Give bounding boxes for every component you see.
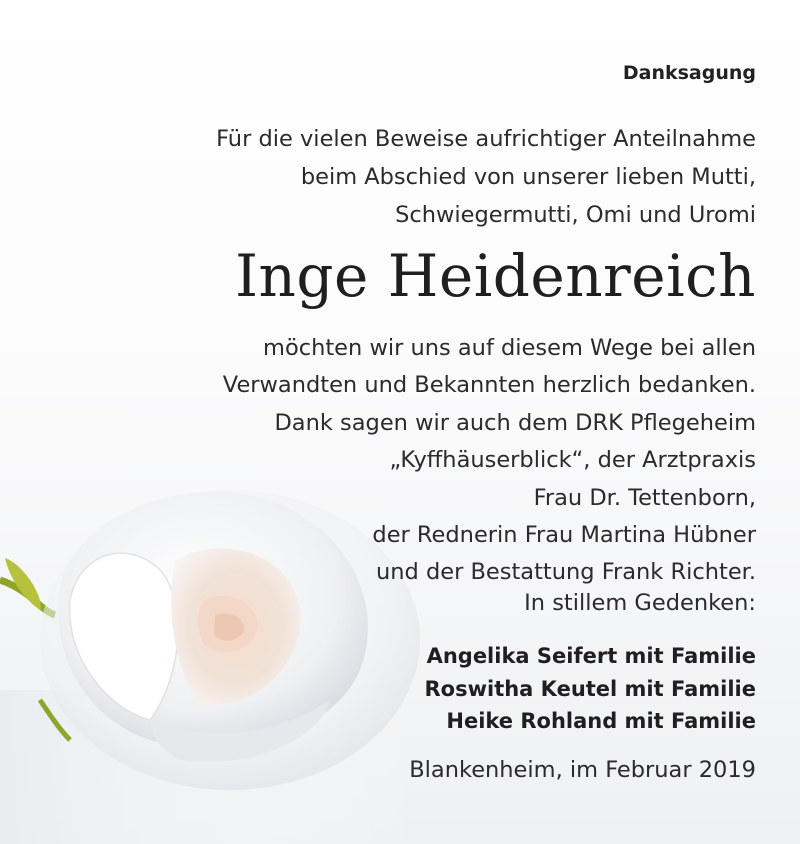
intro-line: Für die vielen Beweise aufrichtiger Anteilnahme [216, 126, 756, 152]
thanks-line: Dank sagen wir auch dem DRK Pflegeheim [274, 409, 756, 436]
thanks-paragraph [223, 330, 756, 592]
notice-heading: Danksagung [622, 62, 756, 84]
thanks-line: „Kyffhäuserblick“, der Arztpraxis [389, 447, 756, 474]
intro-paragraph [216, 120, 756, 234]
thanks-line: der Rednerin Frau Martina Hübner [372, 522, 756, 549]
family-name: Roswitha Keutel mit Familie [424, 676, 756, 701]
family-name: Heike Rohland mit Familie [446, 709, 756, 733]
thanks-line: Frau Dr. Tettenborn, [533, 484, 756, 511]
family-name: Angelika Seifert mit Familie [426, 644, 756, 668]
thanks-line: und der Bestattung Frank Richter. [376, 559, 756, 586]
thanks-line: möchten wir uns auf diesem Wege bei allen [263, 335, 756, 361]
memory-phrase: In stillem Gedenken: [524, 590, 756, 616]
deceased-name: Inge Heidenreich [235, 242, 756, 310]
place-date: Blankenheim, im Februar 2019 [409, 757, 756, 783]
intro-line: beim Abschied von unserer lieben Mutti, [300, 164, 756, 190]
intro-line: Schwiegermutti, Omi und Uromi [395, 202, 756, 228]
family-list [425, 640, 757, 738]
thanks-line: Verwandten und Bekannten herzlich bedanken. [222, 372, 756, 399]
